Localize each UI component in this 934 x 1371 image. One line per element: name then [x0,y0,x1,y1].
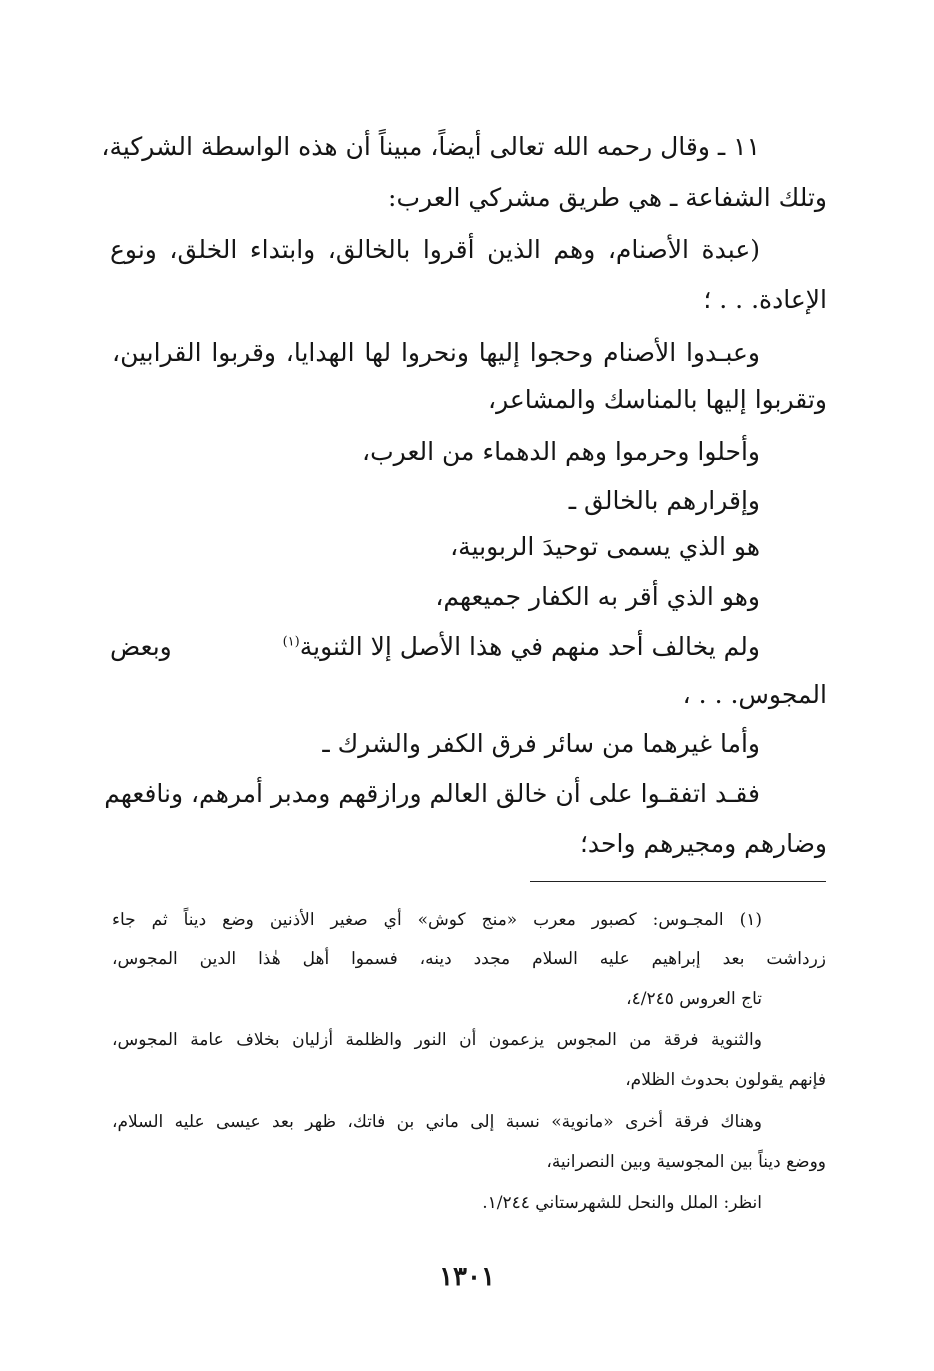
body-line-1: ١١ ـ وقال رحمه الله تعالى أيضاً، مبيناً أن هذه الواسطة الشركية، [101,132,760,161]
footnote-line-4: والثنوية فرقة من المجوس يزعمون أن النور والظلمة أزليان بخلاف عامة المجوس، [112,1030,762,1050]
body-line-8: وإقرارهم بالخالق ـ [568,486,760,515]
footnote-line-7: ووضع ديناً بين المجوسية وبين النصرانية، [546,1152,826,1172]
body-line-15: وضارهم ومجيرهم واحد؛ [579,829,827,858]
footnote-line-3: تاج العروس ٤/٢٤٥، [626,989,762,1009]
footnote-line-6: وهناك فرقة أخرى «مانوية» نسبة إلى ماني بن فاتك، ظهر بعد عيسى عليه السلام، [112,1112,762,1132]
body-line-5: وعبـدوا الأصنام وحجوا إليها ونحروا لها الهدايا، وقربوا القرابين، [112,338,760,367]
footnote-line-8: انظر: الملل والنحل للشهرستاني ١/٢٤٤. [482,1193,762,1213]
body-line-2: وتلك الشفاعة ـ هي طريق مشركي العرب: [388,183,827,212]
body-line-11-text: ولم يخالف أحد منهم في هذا الأصل إلا الثنوية [299,632,760,661]
footnote-line-1: (١) المجـوس: كصبور معرب «منج كوش» أي صغير الأذنين وضع ديناً ثم جاء [112,910,762,930]
body-line-10: وهو الذي أقر به الكفار جميعهم، [435,582,760,611]
body-line-13: وأما غيرهما من سائر فرق الكفر والشرك ـ [322,729,760,758]
footnote-line-2: زرداشت بعد إبراهيم عليه السلام مجدد دينه، فسموا أهل هٰذا الدين المجوس، [112,949,826,969]
body-line-3: (عبدة الأصنام، وهم الذين أقروا بالخالق، وابتداء الخلق، ونوع [110,235,760,264]
body-line-6: وتقربوا إليها بالمناسك والمشاعر، [488,385,827,414]
page-number: ١٣٠١ [439,1262,495,1292]
body-line-9: هو الذي يسمى توحيدَ الربوبية، [450,532,760,561]
body-line-11-end: وبعض [110,632,172,661]
body-line-12: المجوس. . . ، [682,680,827,709]
footnote-reference: (١) [282,634,300,650]
body-line-11 [112,630,760,664]
footnote-line-5: فإنهم يقولون بحدوث الظلام، [625,1070,826,1090]
body-line-7: وأحلوا وحرموا وهم الدهماء من العرب، [362,437,760,466]
footnote-separator [530,881,826,882]
body-line-14: فقـد اتفقـوا على أن خالق العالم ورازقهم ومدبر أمرهم، ونافعهم [104,779,760,808]
body-line-4: الإعادة. . . ؛ [703,285,827,314]
